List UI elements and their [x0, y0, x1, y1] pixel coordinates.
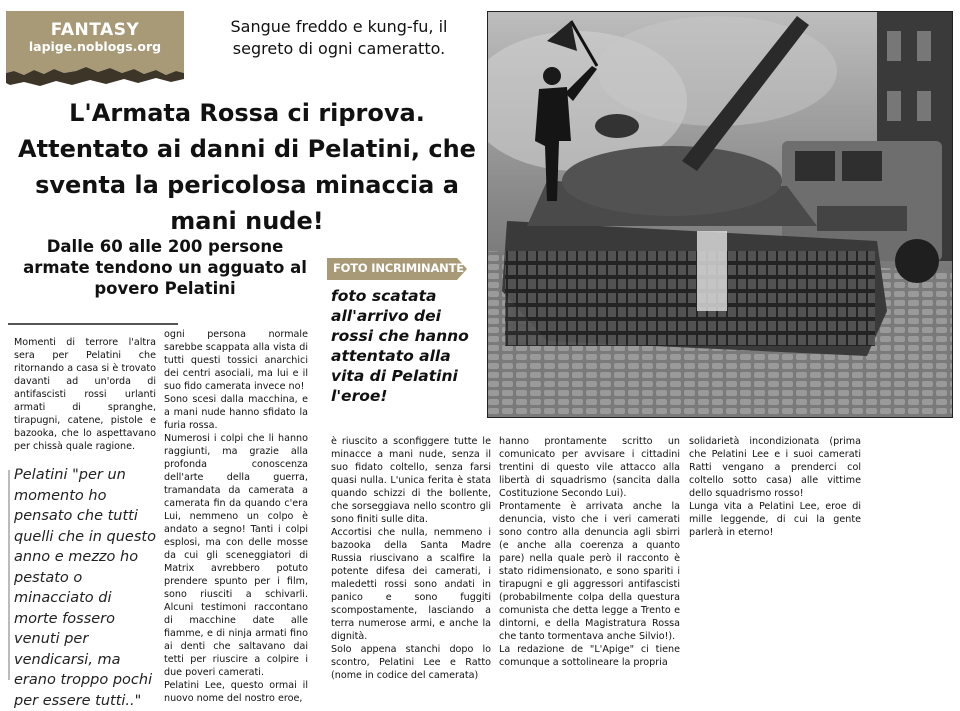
- headline: L'Armata Rossa ci riprova. Attentato ai danni di Pelatini, che sventa la pericolosa minaccia a mani nude!: [18, 99, 476, 235]
- article-column-3: [331, 435, 491, 682]
- photo-caption: foto scatata all'arrivo dei rossi che hanno attentato alla vita di Pelatini l'eroe!: [331, 287, 469, 405]
- pull-quote: Pelatini "per un momento ho pensato che tutti quelli che in questo anno e mezzo ho pestato o minacciato di morte fossero venuti per vendicarsi, ma erano troppo pochi per essere tutti..": [14, 467, 156, 709]
- paragraph: La redazione de "L'Apige" ci tiene comunque a sottolineare la propria: [499, 644, 680, 668]
- article-column-5: [689, 435, 861, 539]
- section-label: FANTASY: [50, 20, 140, 40]
- subheadline: Dalle 60 alle 200 persone armate tendono un agguato al povero Pelatini: [23, 237, 307, 298]
- paragraph: Solo appena stanchi dopo lo scontro, Pelatini Lee e Ratto (nome in codice del camerata): [331, 644, 491, 681]
- paragraph: Sono scesi dalla macchina, e a mani nude hanno sfidato la furia rossa.: [164, 394, 308, 431]
- article-column-4: [499, 435, 680, 669]
- article-column-1: Momenti di terrore l'altra sera per Pelatini che ritornando a casa si è trovato davanti ad un'orda di antifascisti rossi urlanti armati di spranghe, tirapugni, catene, pistole e bazooka, che lo aspettavano per chissà quale ragione.: [14, 337, 156, 452]
- paragraph: è riuscito a sconfiggere tutte le minacce a mani nude, senza il suo fidato coltello, senza farsi quasi nulla. L'unica ferita è stata quando schizzi di the bollente, che sorseggiava nello scontro gli sono finiti sulle dita.: [331, 436, 491, 525]
- paragraph: Accortisi che nulla, nemmeno i bazooka della Santa Madre Russia riuscivano a scalfire la potente difesa dei camerati, i maledetti rossi sono andati in panico e sono fuggiti scompostamente, lasciando a terra numerose armi, e anche la dignità.: [331, 527, 491, 642]
- tank-photo: [487, 11, 953, 418]
- kicker-text: Sangue freddo e kung-fu, il segreto di ogni cameratto.: [230, 17, 448, 58]
- photo-tag-label: FOTO INCRIMINANTE: [333, 261, 464, 275]
- photo-tag: [327, 258, 467, 280]
- paragraph: ogni persona normale sarebbe scappata alla vista di tutti questi tossici anarchici dei centri asociali, ma lui e il suo fido camerata invece no!: [164, 329, 308, 392]
- paragraph: hanno prontamente scritto un comunicato per avvisare i cittadini trentini di questo vile attacco alla libertà di squadrismo (sancita dalla Costituzione Secondo Lui).: [499, 436, 680, 499]
- article-column-2: [164, 328, 308, 705]
- paragraph: Numerosi i colpi che li hanno raggiunti, ma grazie alla profonda conoscenza dell'arte della guerra, tramandata da camerata a camerata fin da quando c'era Lui, nemmeno un colpo è andato a segno! Tanti i colpi esplosi, ma con delle mosse da cui gli sceneggiatori di Matrix avrebbero potuto prendere spunto per i film, sono riusciti a schivarli. Alcuni testimoni raccontano di macchine date alle fiamme, e di ninja armati fino ai denti che saltavano dai tetti per riuscire a colpire i due poveri camerati.: [164, 433, 308, 678]
- quote-bar: [8, 470, 10, 680]
- brand-label: [6, 11, 184, 86]
- site-url: lapige.noblogs.org: [28, 39, 162, 54]
- paragraph: Pelatini Lee, questo ormai il nuovo nome del nostro eroe,: [164, 680, 308, 704]
- paragraph: Prontamente è arrivata anche la denuncia, visto che i veri camerati sono contro alla denuncia agli sbirri (e anche alla coerenza a quanto pare) nella quale però il racconto è stato ridimensionato, e sono spariti i tirapugni e gli aggressori antifascisti (probabilmente colpa della questura comunista che detta legge a Trento e dintorni, e della Magistratura Rossa che tanto tormentava anche Silvio!).: [499, 501, 680, 642]
- paragraph: solidarietà incondizionata (prima che Pelatini Lee e i suoi camerati Ratti vengano a prenderci col coltello sotto casa) alle vittime dello squadrismo rosso!: [689, 436, 861, 499]
- paragraph: Lunga vita a Pelatini Lee, eroe di mille leggende, di cui la gente parlerà in eterno!: [689, 501, 861, 538]
- column-rule: [8, 323, 178, 325]
